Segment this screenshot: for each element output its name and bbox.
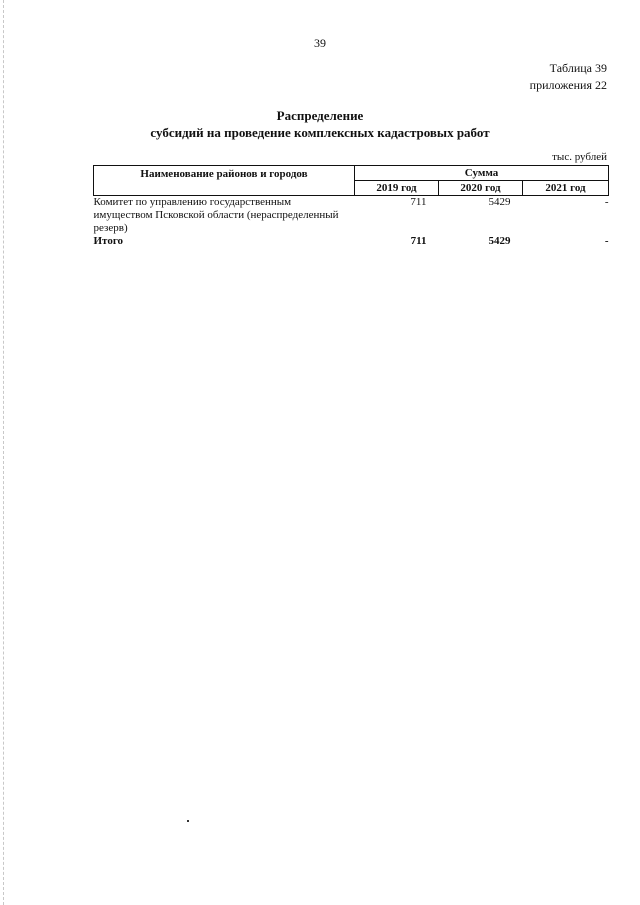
scan-artifact-dot <box>187 820 189 822</box>
units-label: тыс. рублей <box>552 151 607 163</box>
table-reference <box>530 60 607 94</box>
row-value-2020 <box>439 196 523 236</box>
row-value-2021-text: - <box>604 196 609 208</box>
header-year-2021: 2021 год <box>523 181 609 196</box>
title-line-2: субсидий на проведение комплексных кадастровых работ <box>150 125 490 140</box>
table-reference-appendix: приложения 22 <box>529 78 607 92</box>
row-value-2019-text: 711 <box>410 196 427 208</box>
total-row <box>94 235 609 248</box>
total-label: Итого <box>93 235 124 247</box>
row-name: Комитет по управлению государственным имуществом Псковской области (нераспределенный резерв) <box>93 196 339 234</box>
total-value-2021-text: - <box>604 235 609 247</box>
title-line-1: Распределение <box>276 108 364 123</box>
page-number: 39 <box>314 36 326 50</box>
table-row <box>94 196 609 236</box>
header-year-2020: 2020 год <box>439 181 523 196</box>
document-title <box>0 107 640 141</box>
total-value-2019-text: 711 <box>410 235 427 247</box>
row-value-2019 <box>355 196 439 236</box>
total-value-2020-text: 5429 <box>488 235 511 247</box>
header-name: Наименование районов и городов <box>94 166 355 196</box>
row-value-2020-text: 5429 <box>488 196 511 208</box>
total-value-2021 <box>523 235 609 248</box>
table-header-row <box>94 166 609 181</box>
table-reference-number: Таблица 39 <box>549 61 607 75</box>
subsidy-table <box>93 165 609 248</box>
header-year-2019: 2019 год <box>355 181 439 196</box>
total-value-2019 <box>355 235 439 248</box>
row-value-2021 <box>523 196 609 236</box>
total-value-2020 <box>439 235 523 248</box>
header-sum: Сумма <box>355 166 609 181</box>
